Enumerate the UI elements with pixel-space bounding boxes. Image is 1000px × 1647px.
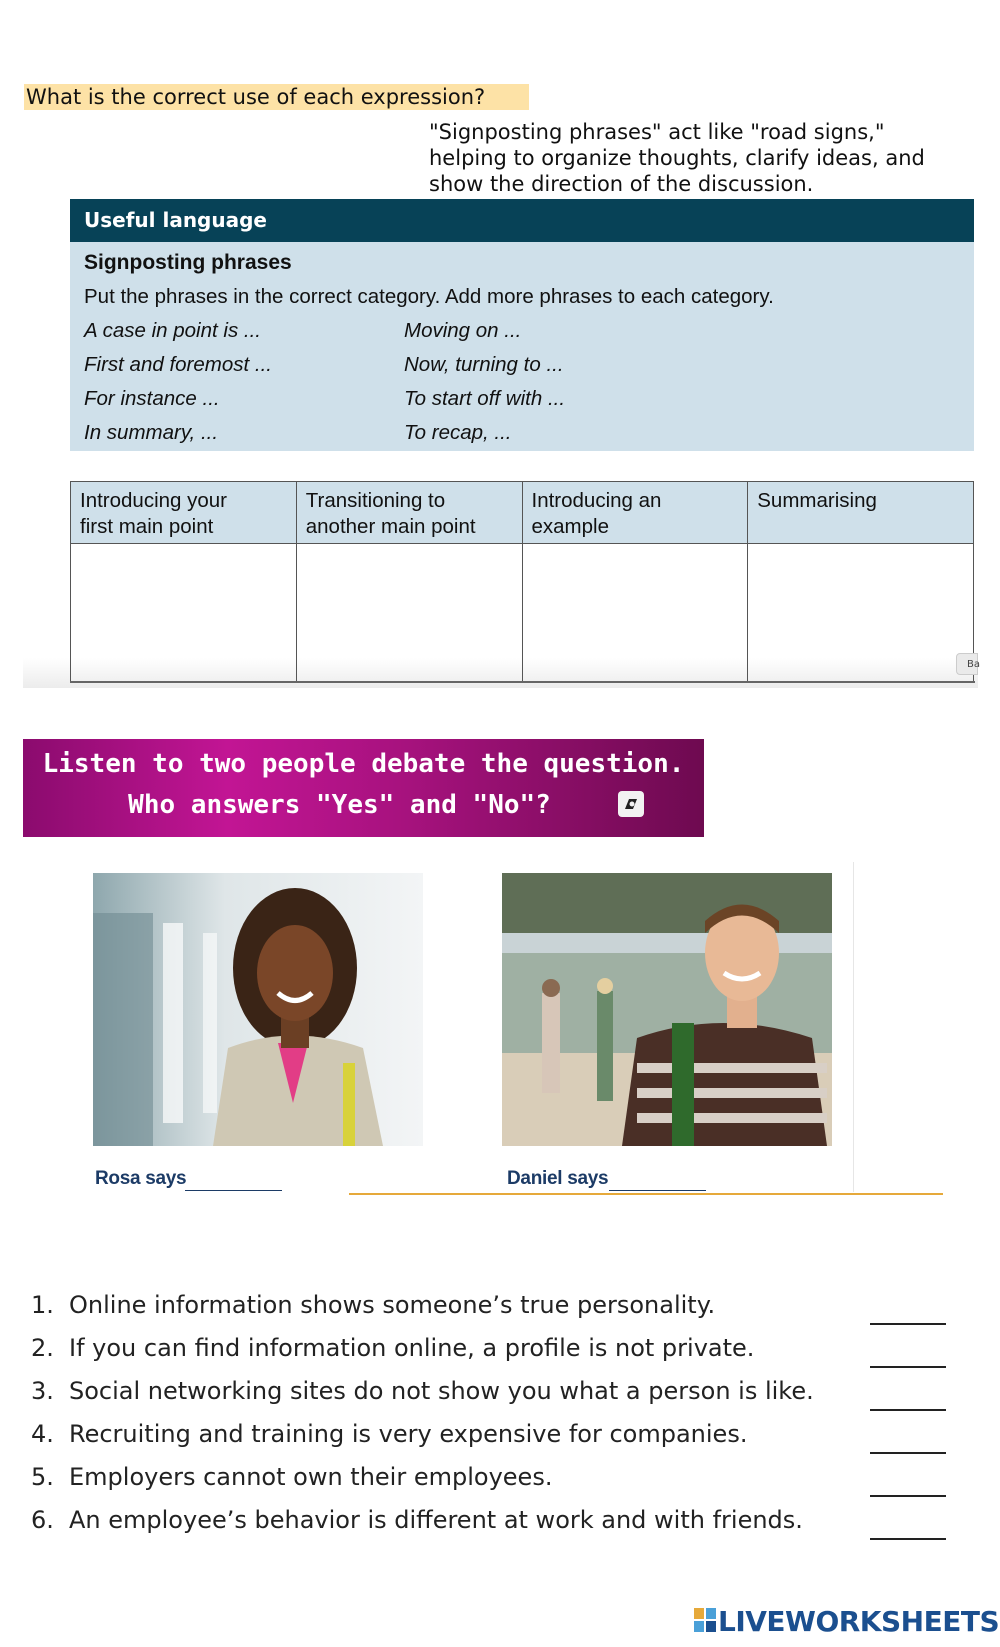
daniel-says-label: Daniel says xyxy=(507,1168,609,1189)
instruction-text: Put the phrases in the correct category. Add more phrases to each category. xyxy=(84,285,774,308)
logo-text: LIVEWORKSHEETS xyxy=(718,1605,1000,1638)
phrase: In summary, ... xyxy=(84,421,219,444)
rosa-answer-blank[interactable] xyxy=(185,1190,282,1191)
category-table xyxy=(70,481,974,682)
statement-answer-blank[interactable] xyxy=(870,1323,946,1325)
phrase: Moving on ... xyxy=(404,319,522,342)
listen-line xyxy=(23,790,704,820)
statement-answer-blank[interactable] xyxy=(870,1409,946,1411)
signposting-note xyxy=(429,119,969,197)
answer-cell-example[interactable] xyxy=(522,544,748,683)
statement-text: Employers cannot own their employees. xyxy=(69,1463,553,1491)
table-bottom-border xyxy=(70,681,975,683)
header-line: another main point xyxy=(305,515,476,538)
statement-text: Recruiting and training is very expensive for companies. xyxy=(69,1420,748,1448)
note-line: "Signposting phrases" act like "road signs," xyxy=(429,120,885,144)
statement-answer-blank[interactable] xyxy=(870,1538,946,1540)
statement-row xyxy=(31,1334,951,1374)
statement-text: If you can find information online, a profile is not private. xyxy=(69,1334,755,1362)
phrase: To recap, ... xyxy=(404,421,512,444)
header-example xyxy=(522,482,748,544)
header-summarising xyxy=(748,482,974,544)
side-tab[interactable]: Ba xyxy=(956,653,978,675)
statement-answer-blank[interactable] xyxy=(870,1452,946,1454)
statement-number: 4. xyxy=(31,1420,54,1448)
useful-language-header: Useful language xyxy=(70,199,974,242)
phrase: A case in point is ... xyxy=(84,319,261,342)
answer-cell-transitioning[interactable] xyxy=(296,544,522,683)
signposting-subtitle: Signposting phrases xyxy=(84,251,292,274)
header-transitioning xyxy=(296,482,522,544)
answer-cell-first-main-point[interactable] xyxy=(71,544,297,683)
statement-answer-blank[interactable] xyxy=(870,1495,946,1497)
header-line: Transitioning to xyxy=(305,489,446,512)
liveworksheets-logo xyxy=(694,1603,999,1641)
question-heading: What is the correct use of each expression? xyxy=(24,84,529,110)
statement-text: An employee’s behavior is different at work and with friends. xyxy=(69,1506,803,1534)
rosa-says-label: Rosa says xyxy=(95,1168,187,1189)
header-line: first main point xyxy=(80,515,214,538)
listen-question: Who answers "Yes" and "No"? xyxy=(128,790,551,820)
header-line: Introducing an xyxy=(531,489,662,512)
phrase: First and foremost ... xyxy=(84,353,272,376)
phrase: To start off with ... xyxy=(404,387,566,410)
header-line: example xyxy=(531,515,609,538)
statement-text: Online information shows someone’s true personality. xyxy=(69,1291,716,1319)
answer-cell-summarising[interactable] xyxy=(748,544,974,683)
daniel-photo xyxy=(502,873,832,1146)
note-line: show the direction of the discussion. xyxy=(429,172,814,196)
header-first-main-point xyxy=(71,482,297,544)
statement-row xyxy=(31,1420,951,1460)
photo-divider xyxy=(853,862,854,1192)
header-line: Introducing your xyxy=(80,489,228,512)
statement-row xyxy=(31,1463,951,1503)
statement-row xyxy=(31,1377,951,1417)
statement-row xyxy=(31,1506,951,1546)
statement-text: Social networking sites do not show you what a person is like. xyxy=(69,1377,814,1405)
statement-number: 2. xyxy=(31,1334,54,1362)
statement-number: 5. xyxy=(31,1463,54,1491)
audio-play-icon[interactable] xyxy=(618,791,644,817)
daniel-answer-blank[interactable] xyxy=(609,1190,706,1191)
statement-answer-blank[interactable] xyxy=(870,1366,946,1368)
useful-language-box xyxy=(70,199,974,451)
orange-divider xyxy=(349,1193,943,1195)
statement-number: 6. xyxy=(31,1506,54,1534)
header-line: Summarising xyxy=(757,489,877,512)
note-line: helping to organize thoughts, clarify ideas, and xyxy=(429,146,925,170)
statement-number: 1. xyxy=(31,1291,54,1319)
statement-number: 3. xyxy=(31,1377,54,1405)
phrase: Now, turning to ... xyxy=(404,353,564,376)
listen-line: Listen to two people debate the question. xyxy=(42,749,685,779)
logo-grid-icon xyxy=(694,1604,716,1642)
listen-banner xyxy=(23,739,704,837)
phrase: For instance ... xyxy=(84,387,220,410)
statement-row xyxy=(31,1291,951,1331)
rosa-photo xyxy=(93,873,423,1146)
